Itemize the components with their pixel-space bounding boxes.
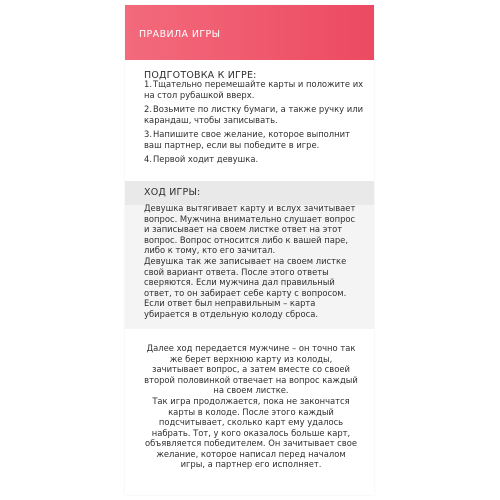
rules-card	[125, 5, 374, 495]
preparation-list	[144, 79, 366, 169]
list-item: 2.Возьмите по листку бумаги, а также ручку или карандаш, чтобы записывать.	[144, 104, 364, 125]
list-item: 3.Напишите свое желание, которое выполнит ваш партнер, если вы победите в игре.	[144, 129, 350, 150]
gameplay-title: ХОД ИГРЫ:	[144, 187, 201, 198]
continuation-paragraph-2: Так игра продолжается, пока не закончатся карты в колоде. После этого каждый подсчитывает, сколько карт ему удалось набрать. Тот, у кого оказалось больше карт, объявляется победителем. Он зачитывает свое желание, которое написал перед началом игры, а партнер его исполняет.	[144, 396, 357, 469]
list-item: 4.Первой ходит девушка.	[144, 154, 259, 164]
list-item: 1.Тщательно перемешайте карты и положите их на стол рубашкой вверх.	[144, 79, 364, 100]
page-title: ПРАВИЛА ИГРЫ	[139, 29, 221, 40]
continuation-paragraph-1: Далее ход передается мужчине – он точно так же берет верхнюю карту из колоды, зачитывает вопрос, а затем вместе со своей второй половинкой отвечает на вопрос каждый на своем листке.	[144, 343, 358, 395]
gameplay-paragraph-2: Девушка так же записывает на своем листке свой вариант ответа. После этого ответы сверяются. Если мужчина дал правильный ответ, то он забирает себе карту с вопросом. Если ответ был неправильным – карта убирается в отдельную колоду сброса.	[144, 256, 347, 319]
preparation-title: ПОДГОТОВКА К ИГРЕ:	[144, 70, 257, 81]
gameplay-paragraph-1: Девушка вытягивает карту и вслух зачитывает вопрос. Мужчина внимательно слушает вопрос и записывает на своем листке ответ на этот вопрос. Вопрос относится либо к вашей паре, либо к тому, кто его зачитал.	[144, 203, 356, 255]
header-banner	[125, 5, 374, 60]
